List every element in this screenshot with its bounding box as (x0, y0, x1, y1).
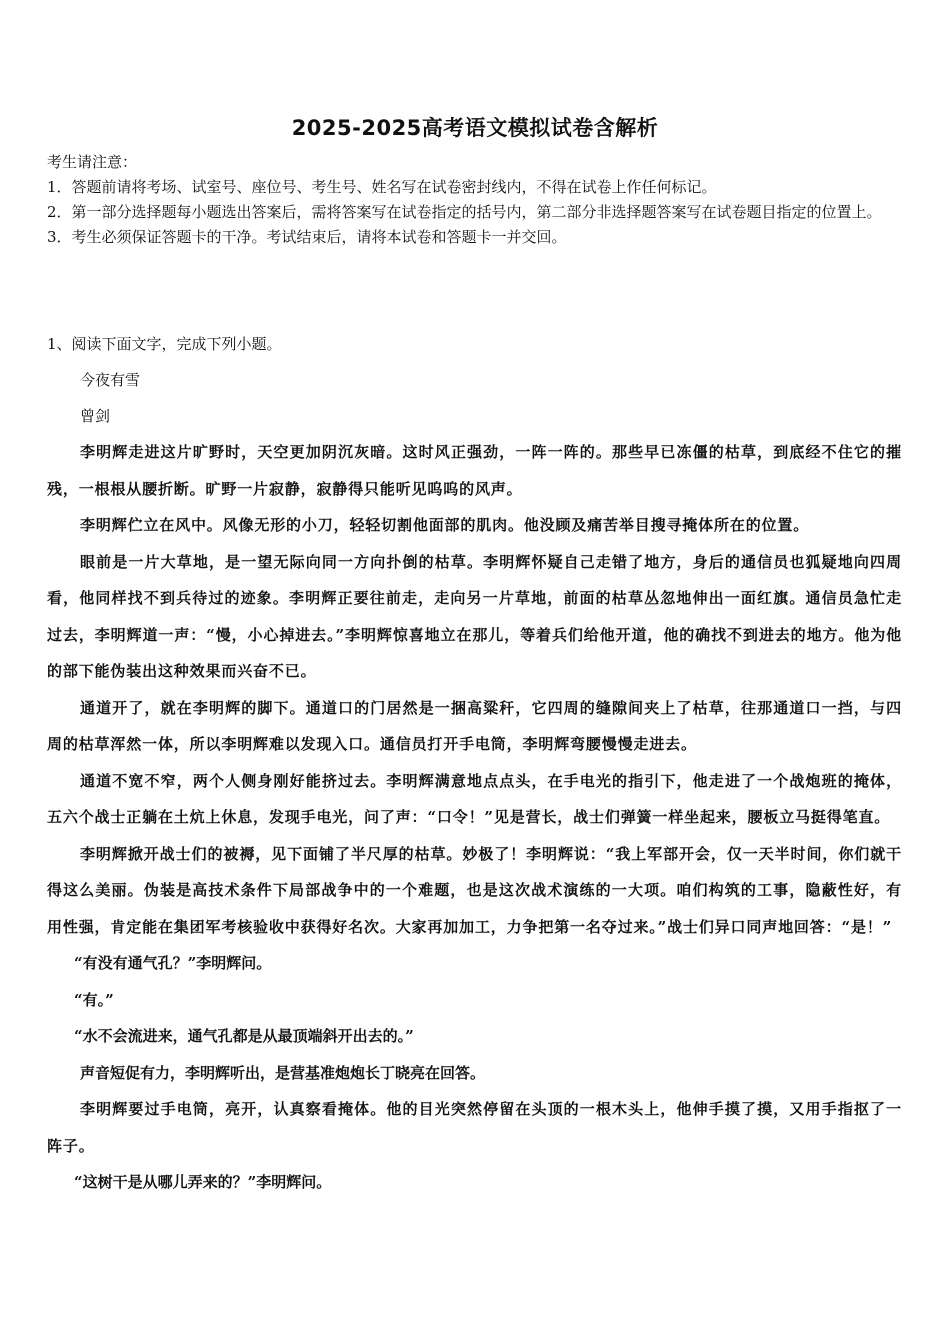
notice-heading: 考生请注意： (47, 153, 138, 171)
notice-item-1: 1．答题前请将考场、试室号、座位号、考生号、姓名写在试卷密封线内，不得在试卷上作任何标记。 (47, 178, 717, 196)
notice-item-2: 2．第一部分选择题每小题选出答案后，需将答案写在试卷指定的括号内，第二部分非选择题答案写在试卷题目指定的位置上。 (47, 203, 882, 221)
notice-item-3: 3．考生必须保证答题卡的干净。考试结束后，请将本试卷和答题卡一并交回。 (47, 228, 567, 246)
article-paragraph: 李明辉要过手电筒，亮开，认真察看掩体。他的目光突然停留在头顶的一根木头上，他伸手摸了摸，又用手指抠了一阵子。 (47, 1100, 902, 1155)
article-paragraph: 李明辉走进这片旷野时，天空更加阴沉灰暗。这时风正强劲，一阵一阵的。那些早已冻僵的枯草，到底经不住它的摧残，一根根从腰折断。旷野一片寂静，寂静得只能听见呜呜的风声。 (47, 443, 902, 498)
article-paragraph: 通道不宽不窄，两个人侧身刚好能挤过去。李明辉满意地点点头，在手电光的指引下，他走进了一个战炮班的掩体，五六个战士正躺在土炕上休息，发现手电光，问了声：“口令！”见是营长，战士们弹簧一样坐起来，腰板立马挺得笔直。 (47, 771, 902, 826)
article-paragraph: 李明辉伫立在风中。风像无形的小刀，轻轻切割他面部的肌肉。他没顾及痛苦举目搜寻掩体所在的位置。 (80, 516, 810, 534)
dialogue-line: “水不会流进来，通气孔都是从最顶端斜开出去的。” (74, 1027, 414, 1045)
page-title: 2025-2025高考语文模拟试卷含解析 (291, 116, 659, 140)
dialogue-line: “有没有通气孔？”李明辉问。 (74, 954, 272, 972)
dialogue-line: 声音短促有力，李明辉听出，是营基准炮炮长丁晓亮在回答。 (80, 1063, 486, 1082)
notice-section (47, 150, 907, 250)
question-prompt: 1、阅读下面文字，完成下列小题。 (47, 335, 282, 353)
dialogue-line: “这树干是从哪儿弄来的？”李明辉问。 (74, 1173, 332, 1191)
article-paragraph: 眼前是一片大草地，是一望无际向同一方向扑倒的枯草。李明辉怀疑自己走错了地方，身后的通信员也狐疑地向四周看，他同样找不到兵待过的迹象。李明辉正要往前走，走向另一片草地，前面的枯草丛忽地伸出一面红旗。通信员急忙走过去，李明辉道一声：“慢，小心掉进去。”李明辉惊喜地立在那儿，等着兵们给他开道，他的确找不到进去的地方。他为他的部下能伪装出这种效果而兴奋不已。 (47, 552, 902, 680)
article-paragraph: 通道开了，就在李明辉的脚下。通道口的门居然是一捆高粱秆，它四周的缝隙间夹上了枯草，往那通道口一挡，与四周的枯草浑然一体，所以李明辉难以发现入口。通信员打开手电筒，李明辉弯腰慢慢走进去。 (47, 698, 902, 753)
question-body (47, 326, 902, 1201)
article-title: 今夜有雪 (80, 371, 141, 389)
article-author: 曾剑 (80, 407, 111, 425)
article-paragraph: 李明辉掀开战士们的被褥，见下面铺了半尺厚的枯草。妙极了！李明辉说：“我上军部开会，仅一天半时间，你们就干得这么美丽。伪装是高技术条件下局部战争中的一个难题，也是这次战术演练的一大项。咱们构筑的工事，隐蔽性好，有用性强，肯定能在集团军考核验收中获得好名次。大家再加加工，力争把第一名夺过来。”战士们异口同声地回答：“是！” (47, 844, 902, 936)
dialogue-line: “有。” (74, 990, 114, 1009)
